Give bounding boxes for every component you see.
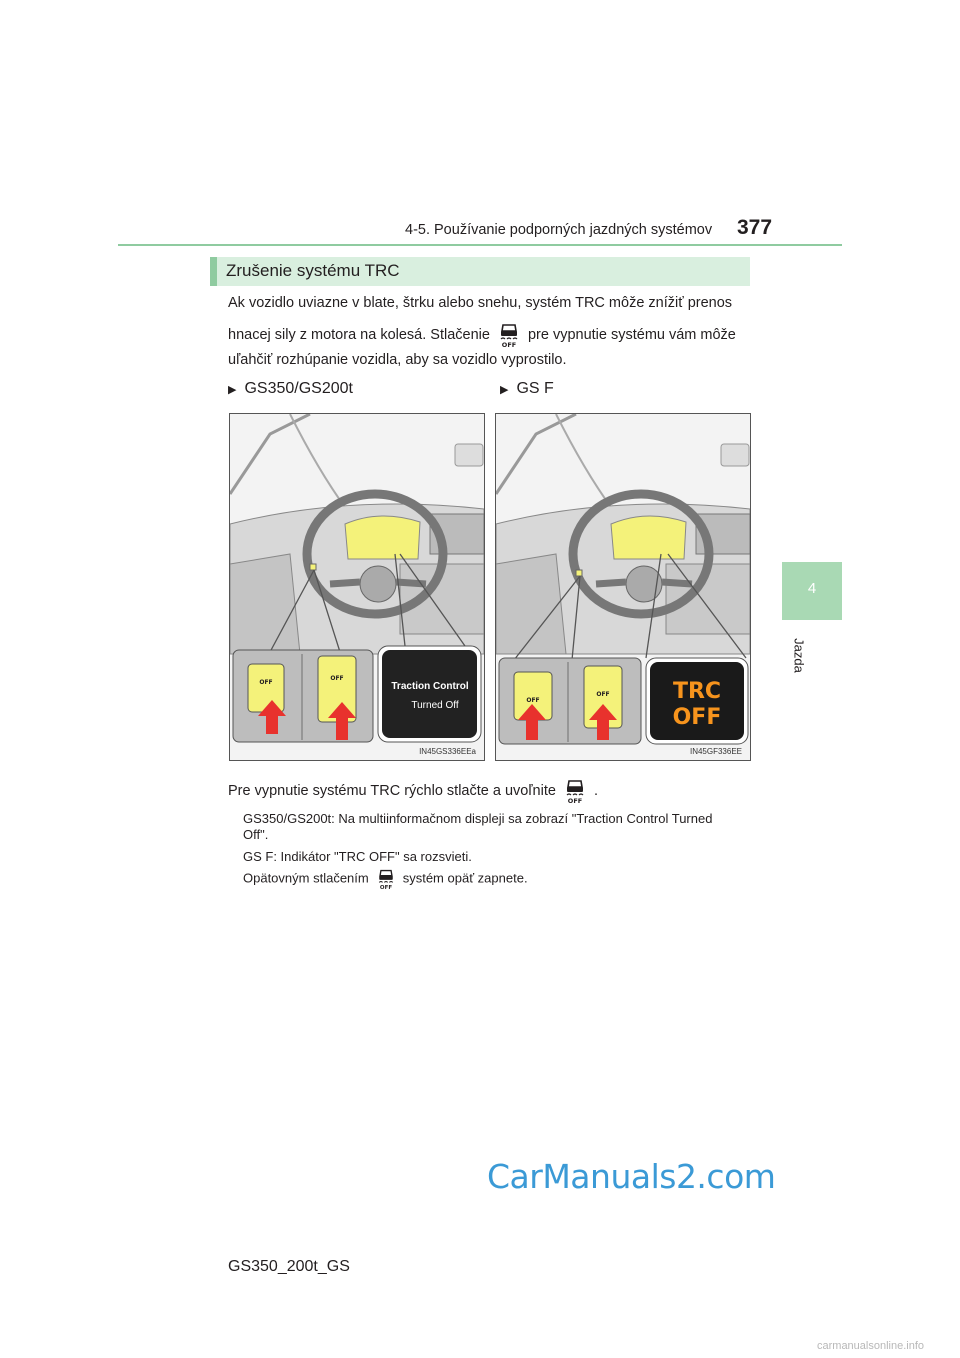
section-heading-bar xyxy=(210,257,217,286)
trc-off-icon xyxy=(562,778,588,804)
intro-line-2a: hnacej sily z motora na kolesá. Stlačenie xyxy=(228,326,490,343)
trc-off-icon xyxy=(375,868,397,890)
triangle-bullet-icon: ▶ xyxy=(228,384,237,396)
note-3: Opätovným stlačením OFF systém opäť zapnete. xyxy=(243,868,528,890)
note-2: GS F: Indikátor "TRC OFF" sa rozsvieti. xyxy=(243,849,472,864)
chapter-number: 4 xyxy=(807,580,817,597)
display-line-2: Turned Off xyxy=(411,700,459,711)
svg-text:OFF: OFF xyxy=(259,679,273,686)
intro-line-1: Ak vozidlo uviazne v blate, štrku alebo snehu, systém TRC môže znížiť prenos xyxy=(228,295,733,311)
instruction-line: Pre vypnutie systému TRC rýchlo stlačte a uvoľnite OFF . xyxy=(228,778,748,804)
figure-code: IN45GF336EE xyxy=(689,747,742,756)
svg-text:OFF: OFF xyxy=(501,341,517,348)
figure-code: IN45GS336EEa xyxy=(419,747,476,756)
dashboard-illustration xyxy=(496,414,750,760)
svg-text:OFF: OFF xyxy=(379,885,392,890)
intro-line-2 xyxy=(228,322,748,348)
svg-text:OFF: OFF xyxy=(526,697,540,704)
watermark: CarManuals2.com xyxy=(487,1157,776,1196)
illustration-gsf xyxy=(495,413,751,761)
svg-text:OFF: OFF xyxy=(567,797,583,804)
footer-model: GS350_200t_GS xyxy=(228,1258,350,1275)
chapter-label-box xyxy=(791,628,807,684)
svg-text:OFF: OFF xyxy=(330,675,344,682)
display-line-1: Traction Control xyxy=(391,681,469,692)
note-1-line-2: Off". xyxy=(243,827,269,842)
page-number: 377 xyxy=(737,216,773,239)
svg-text:OFF: OFF xyxy=(596,691,610,698)
trc-off-icon xyxy=(496,322,522,348)
illustration-gs350 xyxy=(229,413,485,761)
note-1-line-1: GS350/GS200t: Na multiinformačnom displeji sa zobrazí "Traction Control Turned xyxy=(243,811,713,826)
display-line-1: TRC xyxy=(672,679,722,704)
section-heading xyxy=(210,257,750,286)
variant-label-gsf: ▶ GS F xyxy=(500,380,554,397)
section-title: Zrušenie systému TRC xyxy=(226,261,400,280)
dashboard-illustration xyxy=(230,414,484,760)
running-header: 4-5. Používanie podporných jazdných systémov xyxy=(405,222,713,238)
intro-line-3: uľahčiť rozhúpanie vozidla, aby sa vozidlo vyprostilo. xyxy=(228,352,567,368)
intro-line-2b: pre vypnutie systému vám môže xyxy=(527,326,736,343)
header-rule xyxy=(118,244,842,246)
chapter-label: Jazda xyxy=(791,638,807,673)
triangle-bullet-icon: ▶ xyxy=(500,384,509,396)
display-line-2: OFF xyxy=(672,705,722,730)
variant-label-gs350: ▶ GS350/GS200t xyxy=(228,380,353,397)
instruction-text: Pre vypnutie systému TRC rýchlo stlačte a uvoľnite xyxy=(228,782,556,799)
watermark-secondary: carmanualsonline.info xyxy=(817,1340,925,1352)
